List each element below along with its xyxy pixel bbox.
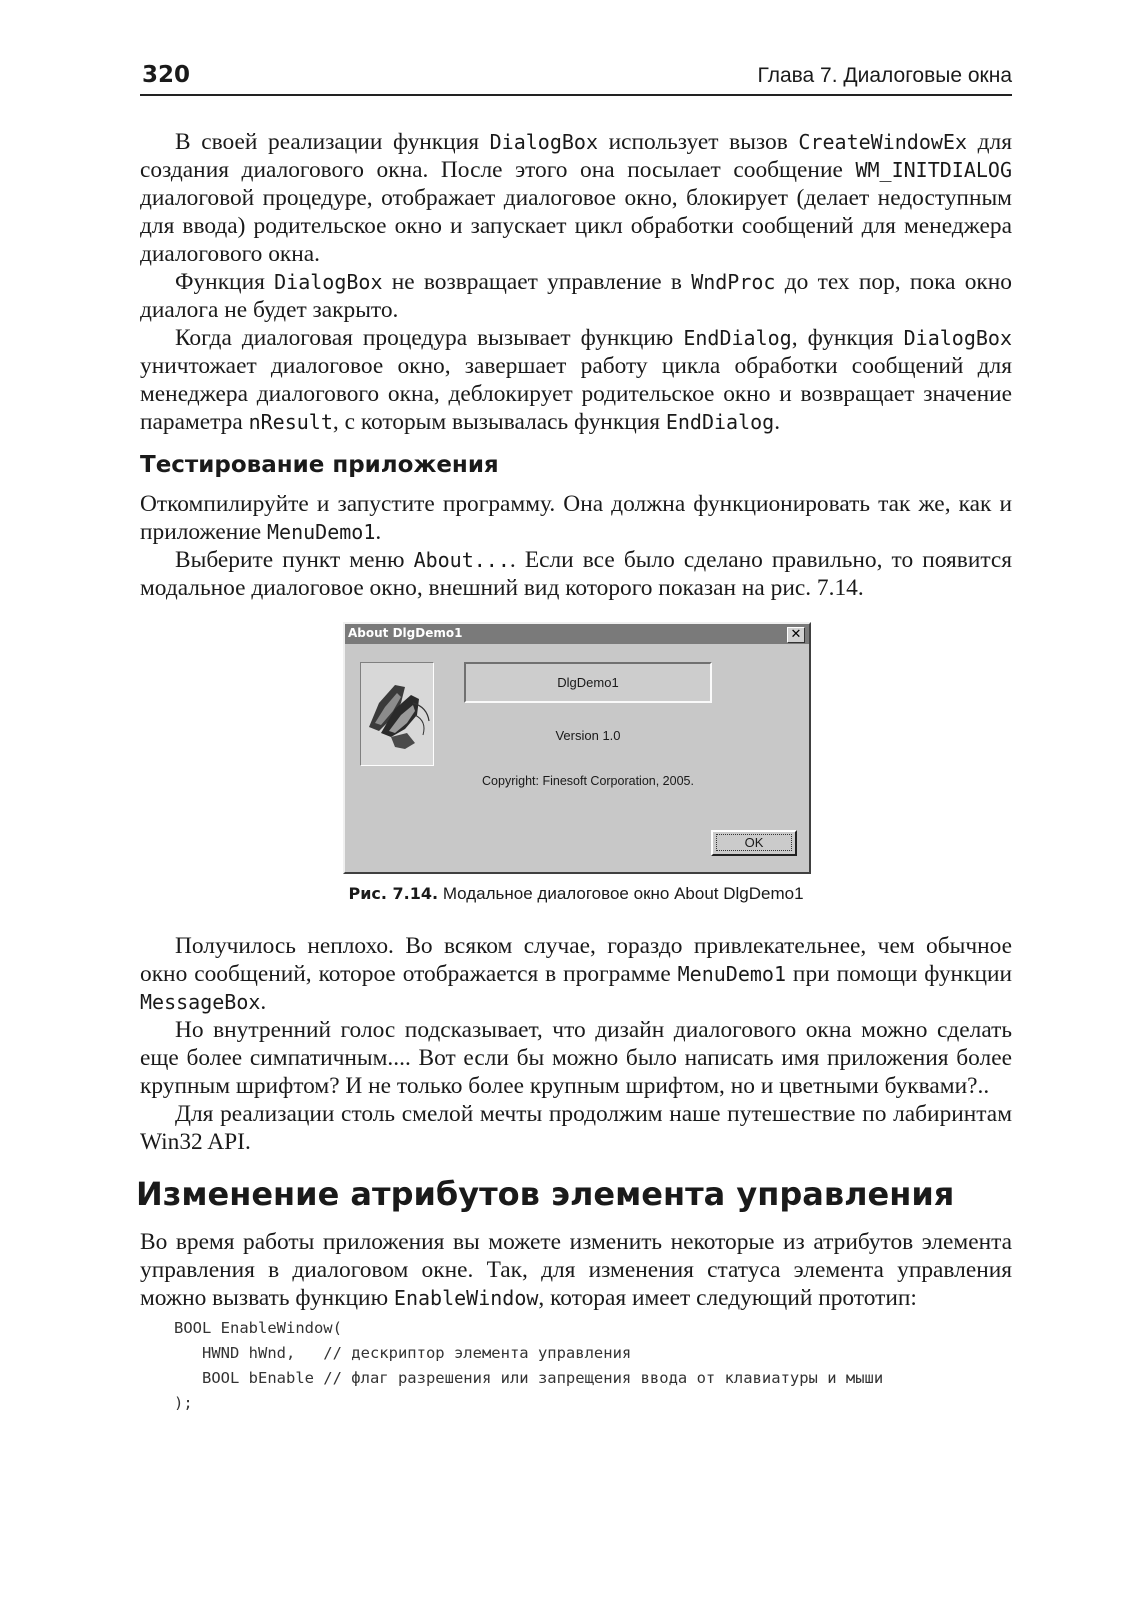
paragraph: Откомпилируйте и запустите программу. Она должна функционировать так же, как и приложение MenuDemo1. [140,491,1012,545]
code-term: EnableWindow [393,1286,539,1310]
code-term: MessageBox [140,990,261,1014]
section-heading: Тестирование приложения [140,452,499,478]
paragraph: В своей реализации функция DialogBox использует вызов CreateWindowEx для создания диалогового окна. После этого она посылает сообщение WM_INITDIALOG диалоговой процедуре, отображает диалоговое окно, блокирует (делает недоступным для ввода) родительское окно и запускает цикл обработки сообщений для менеджера диалогового окна. [140,129,1012,267]
app-icon-frame [360,662,434,766]
paragraph: Выберите пункт меню About.... Если все было сделано правильно, то появится модальное диалоговое окно, внешний вид которого показан на рис. 7.14. [140,547,1012,601]
ok-button-label: OK [716,834,793,851]
code-term: WM_INITDIALOG [855,158,1012,182]
figure-caption: Рис. 7.14. Модальное диалоговое окно About DlgDemo1 [348,884,804,903]
code-term: MenuDemo1 [677,962,787,986]
code-term: WndProc [691,270,776,294]
page-content [136,128,1013,1416]
paragraph: Но внутренний голос подсказывает, что дизайн диалогового окна можно сделать еще более симпатичным.... Вот если бы можно было написать имя приложения более крупным шрифтом? И не только более крупным шрифтом, но и цветными буквами?.. [140,1017,1012,1099]
dialog-titlebar[interactable] [345,624,809,644]
close-icon: ✕ [790,627,802,642]
version-label: Version 1.0 [555,728,621,743]
code-term: DialogBox [274,270,383,294]
ok-button[interactable] [711,830,797,856]
chapter-title: Глава 7. Диалоговые окна [757,64,1012,87]
code-line: HWND hWnd, // дескриптор элемента управления [174,1344,632,1362]
code-term: DialogBox [903,326,1012,350]
code-term: nResult [248,410,333,434]
butterfly-icon [361,663,433,765]
app-name-field: DlgDemo1 [464,662,712,703]
code-line: BOOL EnableWindow( [174,1319,342,1337]
copyright-label: Copyright: Finesoft Corporation, 2005. [482,774,694,788]
code-term: CreateWindowEx [798,130,967,154]
close-button[interactable] [787,627,805,643]
figure-label: Рис. 7.14. [348,884,439,903]
paragraph: Для реализации столь смелой мечты продолжим наше путешествие по лабиринтам Win32 API. [140,1101,1012,1155]
about-dialog [343,622,811,874]
code-line: BOOL bEnable // флаг разрешения или запрещения ввода от клавиатуры и мыши [174,1369,884,1387]
code-term: DialogBox [489,130,598,154]
code-term: EndDialog [683,326,792,350]
code-term: EndDialog [665,410,775,434]
dialog-title: About DlgDemo1 [348,626,463,640]
page-number: 320 [142,62,191,88]
code-term: About... [413,548,510,572]
page-header [140,60,1012,96]
section-heading: Изменение атрибутов элемента управления [136,1175,955,1213]
paragraph: Функция DialogBox не возвращает управление в WndProc до тех пор, пока окно диалога не будет закрыто. [140,269,1013,323]
figure-dialog-screenshot [343,622,811,874]
code-term: MenuDemo1 [267,520,376,544]
code-block [174,1316,1012,1416]
paragraph: Когда диалоговая процедура вызывает функцию EndDialog, функция DialogBox уничтожает диалоговое окно, завершает работу цикла обработки сообщений для менеджера диалогового окна, деблокирует родительское окно и возвращает значение параметра nResult, с которым вызывалась функция EndDialog. [140,325,1012,435]
paragraph: Во время работы приложения вы можете изменить некоторые из атрибутов элемента управления в диалоговом окне. Так, для изменения статуса элемента управления можно вызвать функцию EnableWindow, которая имеет следующий прототип: [140,1229,1012,1311]
paragraph: Получилось неплохо. Во всяком случае, гораздо привлекательнее, чем обычное окно сообщений, которое отображается в программе MenuDemo1 при помощи функции MessageBox. [140,933,1012,1015]
code-line: ); [174,1394,193,1412]
